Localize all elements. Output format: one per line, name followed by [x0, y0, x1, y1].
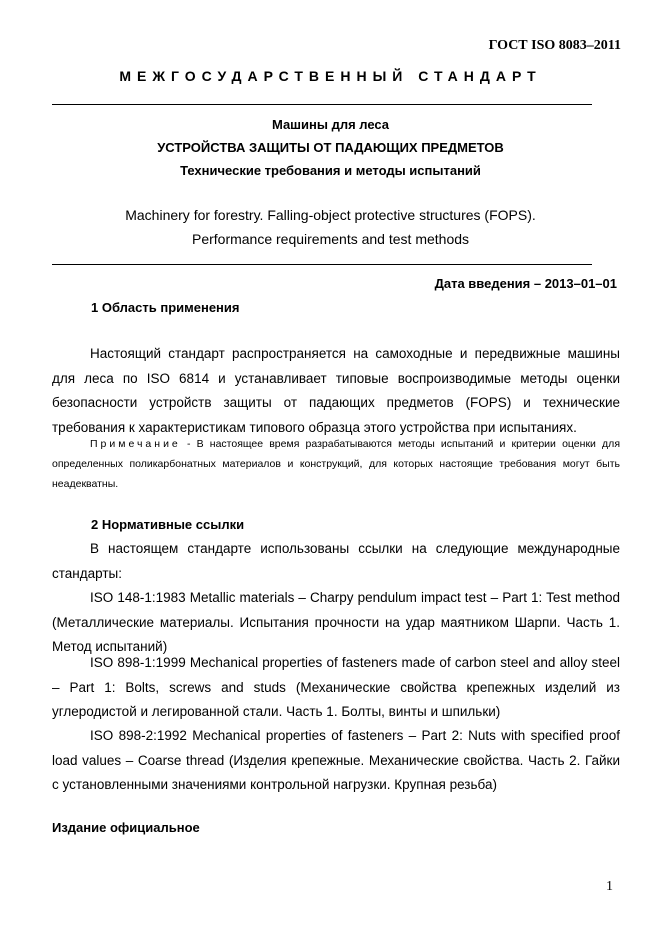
section-1-paragraph: Настоящий стандарт распространяется на самоходные и передвижные машины для леса по ISO 6814 и устанавливает типовые воспроизводимые методы оценки безопасности устройств защиты от падающих предметов (FOPS) и технические требования к характеристикам типового образца этого устройства при испытаниях. — [52, 346, 620, 435]
title-line-2: УСТРОЙСТВА ЗАЩИТЫ ОТ ПАДАЮЩИХ ПРЕДМЕТОВ — [157, 140, 504, 155]
title-divider — [52, 264, 592, 265]
note-label: Примечание — [90, 438, 181, 450]
section-1-heading: 1 Область применения — [91, 300, 240, 315]
page-number: 1 — [606, 879, 613, 894]
interstate-standard-banner: МЕЖГОСУДАРСТВЕННЫЙ СТАНДАРТ — [119, 68, 542, 84]
title-line-1: Машины для леса — [271, 117, 390, 132]
introduction-date: Дата введения – 2013–01–01 — [434, 276, 617, 291]
section-2-heading: 2 Нормативные ссылки — [91, 517, 245, 532]
english-title-line-1: Machinery for forestry. Falling-object protective structures (FOPS). — [125, 207, 536, 223]
title-line-3: Технические требования и методы испытаний — [180, 163, 481, 178]
section-1-note — [52, 434, 620, 494]
note-text: - В настоящее время разрабатываются методы испытаний и критерии оценки для определенных поликарбонатных материалов и конструкций, для которых настоящие требования могут быть неадекватны. — [52, 438, 620, 490]
top-divider — [52, 104, 592, 105]
reference-item: ISO 148-1:1983 Metallic materials – Charpy pendulum impact test – Part 1: Test method (Металлические материалы. Испытания прочности на удар маятником Шарпи. Часть 1. Метод испытаний) — [52, 590, 620, 654]
document-code: ГОСТ ISO 8083–2011 — [488, 38, 621, 53]
official-edition-label: Издание официальное — [52, 820, 200, 835]
reference-item: ISO 898-1:1999 Mechanical properties of fasteners made of carbon steel and alloy steel – Part 1: Bolts, screws and studs (Механические свойства крепежных изделий из углеродистой и легированной стали. Часть 1. Болты, винты и шпильки) — [52, 655, 620, 719]
section-2-intro: В настоящем стандарте использованы ссылки на следующие международные стандарты: — [52, 541, 620, 581]
reference-item: ISO 898-2:1992 Mechanical properties of fasteners – Part 2: Nuts with specified proof load values – Coarse thread (Изделия крепежные. Механические свойства. Часть 2. Гайки с установленными значениями контрольной нагрузки. Крупная резьба) — [52, 728, 620, 792]
english-title-line-2: Performance requirements and test methods — [191, 231, 470, 247]
